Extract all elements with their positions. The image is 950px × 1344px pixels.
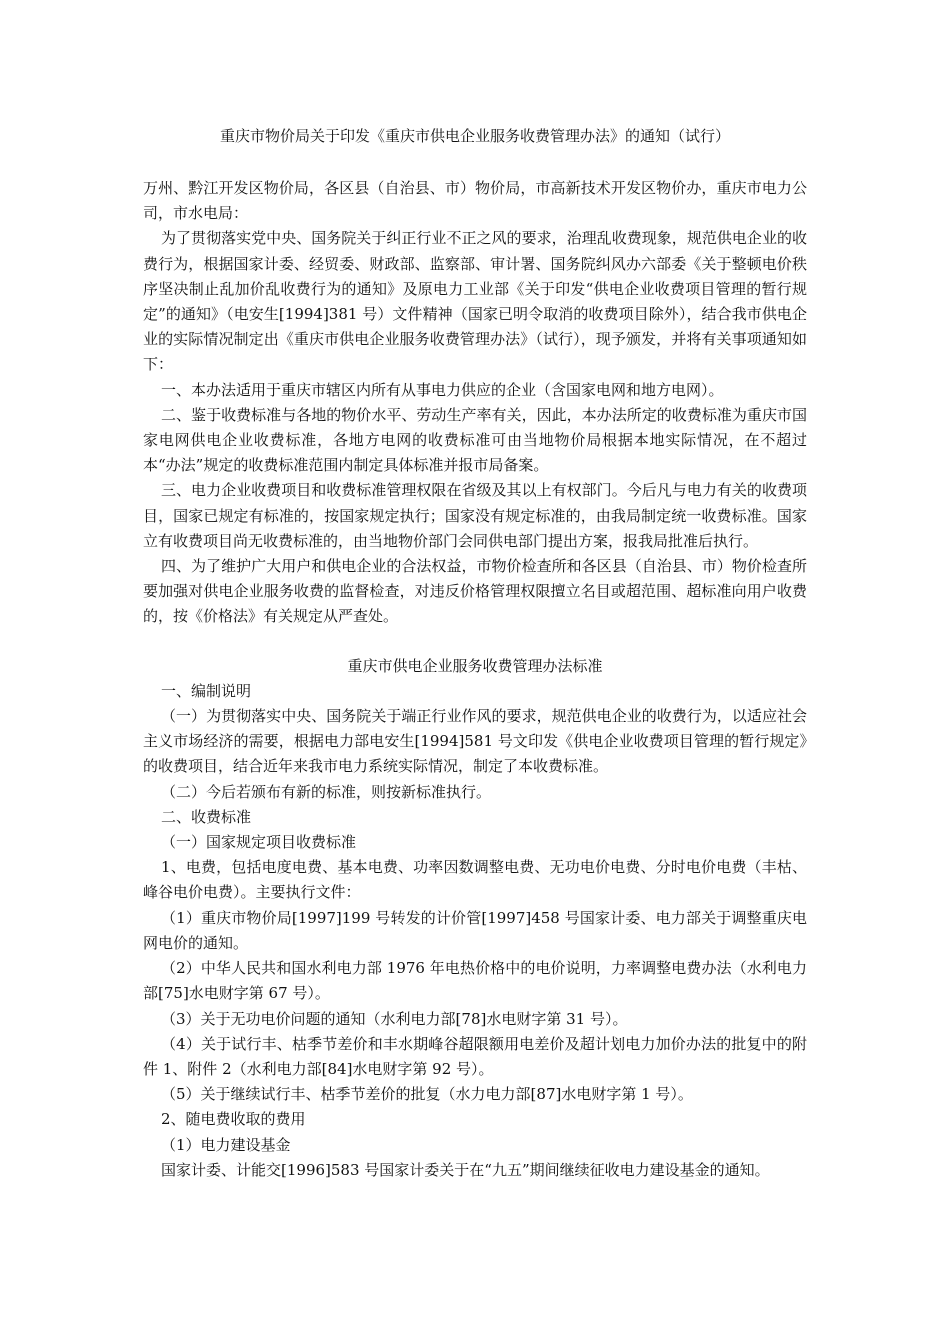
section-paragraph: 国家计委、计能交[1996]583 号国家计委关于在“九五”期间继续征收电力建设基金的通知。 — [161, 1160, 770, 1179]
section-heading: 一、编制说明 — [161, 681, 252, 700]
section-heading: 二、收费标准 — [161, 807, 252, 826]
section-paragraph: （一）为贯彻落实中央、国务院关于端正行业作风的要求，规范供电企业的收费行为，以适应社会主义市场经济的需要，根据电力部电安生[1994]581 号文印发《供电企业收费项目管理的暂行规定》的收费项目，结合近年来我市电力系统实际情况，制定了本收费标准。 — [143, 707, 807, 776]
section-paragraph: （1）重庆市物价局[1997]199 号转发的计价管[1997]458 号国家计委、电力部关于调整重庆电网电价的通知。 — [143, 908, 807, 952]
section-paragraph: （3）关于无功电价问题的通知（水利电力部[78]水电财字第 31 号）。 — [161, 1009, 628, 1028]
document-body — [143, 176, 807, 1183]
item-paragraph: 二、鉴于收费标准与各地的物价水平、劳动生产率有关，因此，本办法所定的收费标准为重庆市国家电网供电企业收费标准，各地方电网的收费标准可由当地物价局根据本地实际情况，在不超过本“办法”规定的收费标准范围内制定具体标准并报市局备案。 — [143, 405, 807, 475]
addressee-paragraph: 万州、黔江开发区物价局，各区县（自治县、市）物价局，市高新技术开发区物价办，重庆市电力公司，市水电局： — [143, 179, 807, 223]
section-paragraph: （2）中华人民共和国水利电力部 1976 年电热价格中的电价说明，力率调整电费办法（水利电力部[75]水电财字第 67 号）。 — [143, 959, 807, 1003]
section-heading: （1）电力建设基金 — [161, 1135, 291, 1154]
section-paragraph: （5）关于继续试行丰、枯季节差价的批复（水力电力部[87]水电财字第 1 号）。 — [161, 1085, 693, 1104]
section-paragraph: （4）关于试行丰、枯季节差价和丰水期峰谷超限额用电差价及超计划电力加价办法的批复中的附件 1、附件 2（水利电力部[84]水电财字第 92 号）。 — [143, 1034, 807, 1078]
section-heading: （一）国家规定项目收费标准 — [161, 833, 357, 852]
item-paragraph: 一、本办法适用于重庆市辖区内所有从事电力供应的企业（含国家电网和地方电网）。 — [161, 380, 724, 399]
intro-paragraph: 为了贯彻落实党中央、国务院关于纠正行业不正之风的要求，治理乱收费现象，规范供电企业的收费行为，根据国家计委、经贸委、财政部、监察部、审计署、国务院纠风办六部委《关于整顿电价秩序坚决制止乱加价乱收费行为的通知》及原电力工业部《关于印发“供电企业收费项目管理的暂行规定”的通知》（电安生[1994]381 号）文件精神（国家已明令取消的收费项目除外），结合我市供电企业的实际情况制定出《重庆市供电企业服务收费管理办法》（试行），现予颁发，并将有关事项通知如下： — [143, 229, 807, 374]
document-title: 重庆市物价局关于印发《重庆市供电企业服务收费管理办法》的通知（试行） — [219, 127, 730, 145]
section-heading: 2、随电费收取的费用 — [161, 1110, 306, 1129]
section-title: 重庆市供电企业服务收费管理办法标准 — [347, 656, 603, 675]
section-paragraph: 1、电费，包括电度电费、基本电费、功率因数调整电费、无功电价电费、分时电价电费（丰枯、峰谷电价电费）。主要执行文件： — [143, 858, 807, 902]
item-paragraph: 三、电力企业收费项目和收费标准管理权限在省级及其以上有权部门。今后凡与电力有关的收费项目，国家已规定有标准的，按国家规定执行；国家没有规定标准的，由我局制定统一收费标准。国家立有收费项目尚无收费标准的，由当地物价部门会同供电部门提出方案，报我局批准后执行。 — [143, 481, 807, 550]
section-paragraph: （二）今后若颁布有新的标准，则按新标准执行。 — [161, 782, 492, 801]
item-paragraph: 四、为了维护广大用户和供电企业的合法权益，市物价检查所和各区县（自治县、市）物价检查所要加强对供电企业服务收费的监督检查，对违反价格管理权限擅立名目或超范围、超标准向用户收费的，按《价格法》有关规定从严查处。 — [143, 557, 807, 626]
